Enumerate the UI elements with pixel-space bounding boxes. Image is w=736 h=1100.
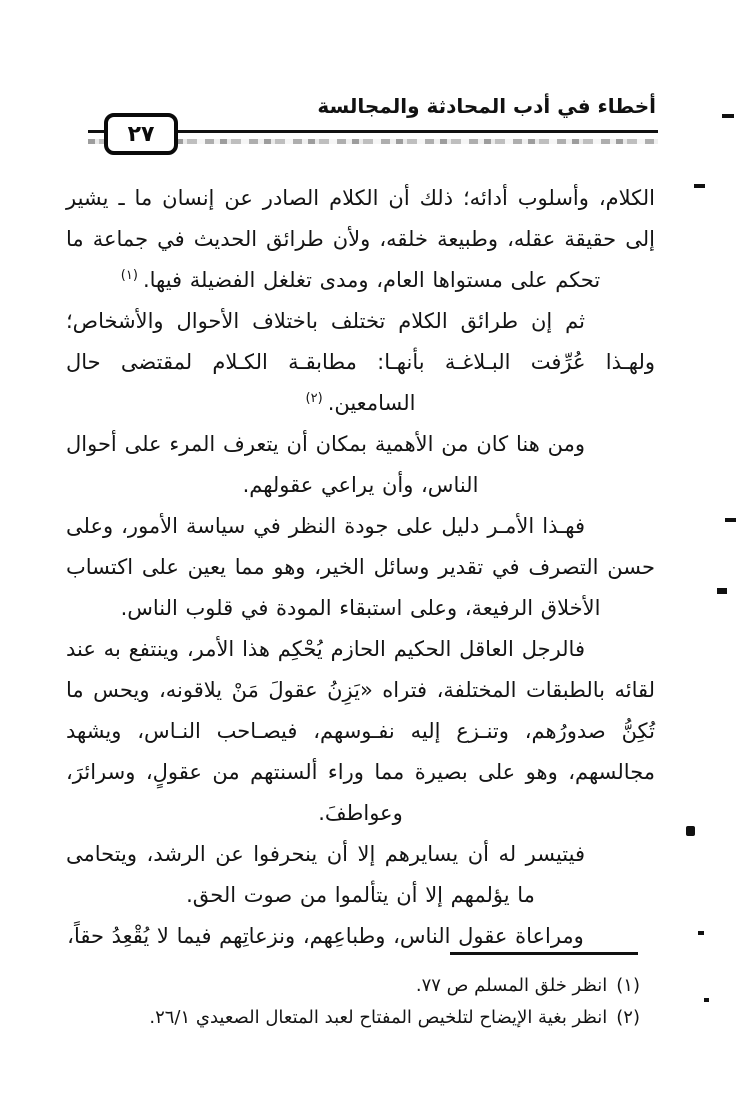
paragraph-text: فهـذا الأمـر دليل على جودة النظر في سياسة الأمور، وعلى حسن التصرف في تقدير وسائل الخير، وهو مما يعين على اكتساب الأخلاق الرفيعة، وعلى استبقاء المودة في قلوب الناس.	[66, 514, 655, 620]
paragraph-text: ثم إن طرائق الكلام تختلف باختلاف الأحوال والأشخاص؛ ولهـذا عُرِّفت البـلاغـة بأنهـا: مطابقـة الكـلام لمقتضى حال السامعين.	[66, 309, 655, 415]
footnote-reference: (١)	[120, 268, 138, 283]
scan-artifact	[725, 518, 736, 522]
footnotes-block	[74, 970, 640, 1034]
scan-artifact	[704, 998, 709, 1002]
footnote-item	[74, 970, 640, 1002]
scan-artifact	[686, 826, 695, 836]
scan-artifact	[698, 931, 704, 935]
body-paragraph	[66, 916, 655, 957]
body-paragraph	[66, 424, 655, 506]
footnote-marker: (١)	[616, 975, 640, 996]
body-paragraph	[66, 506, 655, 629]
footnote-marker: (٢)	[616, 1007, 640, 1028]
footnote-text: انظر خلق المسلم ص ٧٧.	[415, 975, 608, 996]
page-number-badge	[104, 113, 178, 155]
paragraph-text: الكلام، وأسلوب أدائه؛ ذلك أن الكلام الصادر عن إنسان ما ـ يشير إلى حقيقة عقله، وطبيعة خلقه، ولأن طرائق الحديث في جماعة ما تحكم على مستواها العام، ومدى تغلغل الفضيلة فيها.	[66, 186, 655, 292]
scan-artifact	[722, 114, 734, 118]
paragraph-text: ومن هنا كان من الأهمية بمكان أن يتعرف المرء على أحوال الناس، وأن يراعي عقولهم.	[66, 432, 585, 497]
body-paragraph	[66, 629, 655, 834]
footnote-item	[74, 1002, 640, 1034]
paragraph-text: ومراعاة عقول الناس، وطباعِهم، ونزعاتِهم فيما لا يُقْعِدُ حقاً،	[67, 924, 584, 948]
body-paragraph	[66, 178, 655, 301]
footnote-separator-rule	[450, 952, 638, 955]
page-number: ٢٧	[127, 121, 155, 147]
body-paragraph	[66, 301, 655, 424]
body-paragraph	[66, 834, 655, 916]
scan-artifact	[694, 184, 705, 188]
running-head-title: أخطاء في أدب المحادثة والمجالسة	[317, 94, 656, 118]
paragraph-text: فيتيسر له أن يسايرهم إلا أن ينحرفوا عن الرشد، ويتحامى ما يؤلمهم إلا أن يتألموا من صوت الحق.	[66, 842, 585, 907]
body-text-block	[66, 178, 655, 957]
footnote-text: انظر بغية الإيضاح لتلخيص المفتاح لعبد المتعال الصعيدي ٢٦/١.	[149, 1007, 608, 1028]
footnote-reference: (٢)	[305, 391, 323, 406]
paragraph-text: فالرجل العاقل الحكيم الحازم يُحْكِم هذا الأمر، وينتفع به عند لقائه بالطبقات المختلفة، فتراه «يَزِنُ عقولَ مَنْ يلاقونه، ويحس ما تُكِنُّ صدورُهم، وتنـزع إليه نفـوسهم، فيصـاحب النـاس، ويشهد مجالسهم، وهو على بصيرة مما وراء ألسنتهم من عقولٍ، وسرائرَ، وعواطفَ.	[66, 637, 655, 825]
scan-artifact	[717, 588, 727, 594]
